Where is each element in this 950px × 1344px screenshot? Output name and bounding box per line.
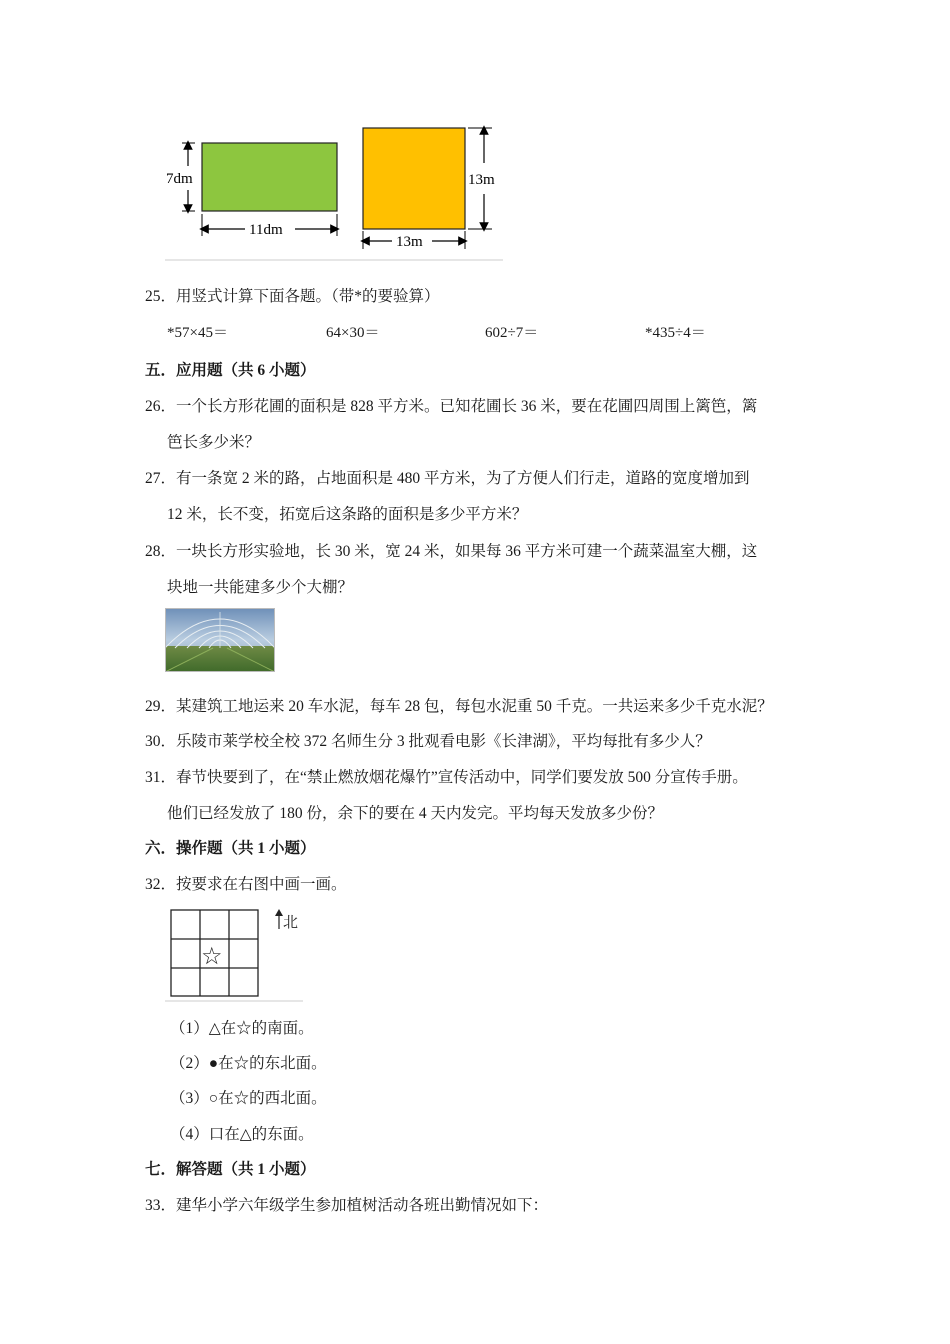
direction-grid xyxy=(165,905,305,1003)
expr-3: 602÷7＝ xyxy=(485,325,539,341)
question-26-line-2: 笆长多少米？ xyxy=(167,434,261,451)
question-28-line-2: 块地一共能建多少个大棚？ xyxy=(167,579,354,596)
shapes-figure-svg xyxy=(160,118,505,263)
star-mark: ☆ xyxy=(201,942,223,970)
orange-width-label: 13m xyxy=(396,234,423,250)
question-27-line-1: 27．有一条宽 2 米的路，占地面积是 480 平方米，为了方便人们行走，道路的宽度增加到 xyxy=(145,470,750,487)
question-25: 25．用竖式计算下面各题。（带*的要验算） xyxy=(145,288,440,305)
north-label: 北 xyxy=(283,913,299,931)
expr-4: *435÷4＝ xyxy=(645,325,706,341)
q32-item-1: （1）△在☆的南面。 xyxy=(170,1020,314,1037)
orange-height-label: 13m xyxy=(468,172,495,188)
greenhouse-svg xyxy=(165,608,275,672)
question-29: 29．某建筑工地运来 20 车水泥，每车 28 包，每包水泥重 50 千克。一共运来多少千克水泥？ xyxy=(145,698,773,715)
question-30: 30．乐陵市莱学校全校 372 名师生分 3 批观看电影《长津湖》，平均每批有多少人？ xyxy=(145,733,711,750)
green-rectangle xyxy=(202,143,337,211)
section-7-heading: 七．解答题（共 1 小题） xyxy=(145,1161,316,1178)
question-31-line-2: 他们已经发放了 180 份，余下的要在 4 天内发完。平均每天发放多少份？ xyxy=(167,805,664,822)
green-height-label: 7dm xyxy=(166,171,193,187)
greenhouse-image xyxy=(165,608,275,672)
question-33: 33．建华小学六年级学生参加植树活动各班出勤情况如下： xyxy=(145,1197,549,1214)
section-6-heading: 六．操作题（共 1 小题） xyxy=(145,840,316,857)
expr-2: 64×30＝ xyxy=(326,325,380,341)
question-31-line-1: 31．春节快要到了，在“禁止燃放烟花爆竹”宣传活动中，同学们要发放 500 分宣传手册。 xyxy=(145,769,748,786)
question-28-line-1: 28．一块长方形实验地，长 30 米，宽 24 米，如果每 36 平方米可建一个蔬菜温室大棚，这 xyxy=(145,543,758,560)
q32-item-3: （3）○在☆的西北面。 xyxy=(170,1090,327,1107)
question-27-line-2: 12 米，长不变，拓宽后这条路的面积是多少平方米？ xyxy=(167,506,528,523)
q32-item-4: （4）口在△的东面。 xyxy=(170,1126,314,1143)
expr-1: *57×45＝ xyxy=(167,325,228,341)
section-5-heading: 五．应用题（共 6 小题） xyxy=(145,362,316,379)
question-26-line-1: 26．一个长方形花圃的面积是 828 平方米。已知花圃长 36 米，要在花圃四周围上篱笆，篱 xyxy=(145,398,758,415)
q32-item-2: （2）●在☆的东北面。 xyxy=(170,1055,327,1072)
green-width-label: 11dm xyxy=(249,222,283,238)
question-32: 32．按要求在右图中画一画。 xyxy=(145,876,347,893)
orange-square xyxy=(363,128,465,229)
shapes-figure xyxy=(160,118,505,263)
direction-grid-svg xyxy=(165,905,305,1003)
